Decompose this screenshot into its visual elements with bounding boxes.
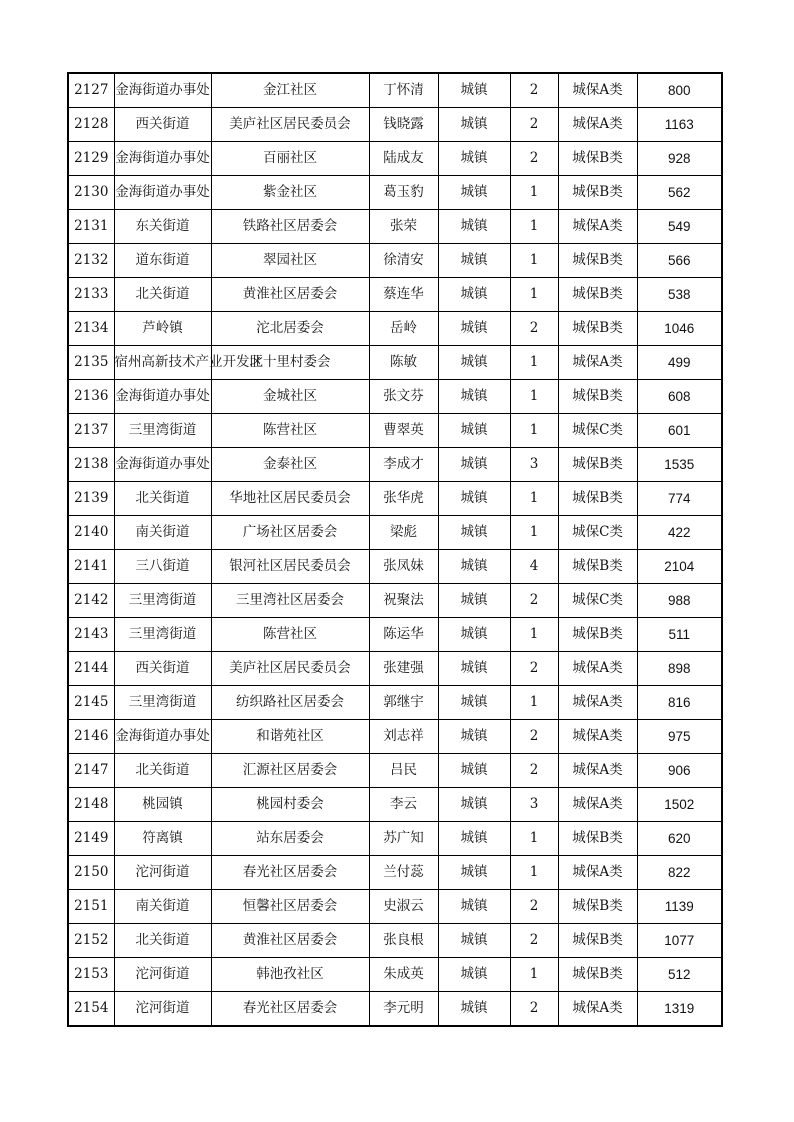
community-cell: 美庐社区居民委员会 [211,652,369,686]
person-name-cell: 郭继宇 [369,686,438,720]
amount-cell: 774 [637,482,722,516]
street-cell: 金海街道办事处 [114,73,211,108]
category-cell: 城保B类 [558,482,637,516]
person-name-cell: 兰付蕊 [369,856,438,890]
amount-cell: 988 [637,584,722,618]
category-cell: 城保B类 [558,278,637,312]
table-row [68,448,722,482]
street-cell: 金海街道办事处 [114,380,211,414]
person-name-cell: 吕民 [369,754,438,788]
amount-cell: 975 [637,720,722,754]
serial-number-cell: 2140 [68,516,114,550]
category-cell: 城保A类 [558,210,637,244]
category-cell: 城保B类 [558,312,637,346]
street-cell: 道东街道 [114,244,211,278]
table-row [68,516,722,550]
table-row [68,652,722,686]
amount-cell: 511 [637,618,722,652]
area-type-cell: 城镇 [438,176,510,210]
serial-number-cell: 2141 [68,550,114,584]
community-cell: 北十里村委会 [211,346,369,380]
street-cell: 西关街道 [114,108,211,142]
table-row [68,686,722,720]
person-name-cell: 岳岭 [369,312,438,346]
category-cell: 城保B类 [558,618,637,652]
household-count-cell: 2 [510,720,558,754]
person-name-cell: 刘志祥 [369,720,438,754]
category-cell: 城保A类 [558,652,637,686]
person-name-cell: 张凤妹 [369,550,438,584]
person-name-cell: 史淑云 [369,890,438,924]
amount-cell: 562 [637,176,722,210]
person-name-cell: 钱晓露 [369,108,438,142]
amount-cell: 1163 [637,108,722,142]
amount-cell: 1046 [637,312,722,346]
serial-number-cell: 2151 [68,890,114,924]
household-count-cell: 3 [510,448,558,482]
category-cell: 城保B类 [558,890,637,924]
amount-cell: 906 [637,754,722,788]
area-type-cell: 城镇 [438,992,510,1027]
community-cell: 恒馨社区居委会 [211,890,369,924]
category-cell: 城保B类 [558,924,637,958]
household-count-cell: 1 [510,618,558,652]
table-row [68,482,722,516]
serial-number-cell: 2148 [68,788,114,822]
street-cell: 符离镇 [114,822,211,856]
community-cell: 春光社区居委会 [211,856,369,890]
person-name-cell: 李云 [369,788,438,822]
area-type-cell: 城镇 [438,958,510,992]
person-name-cell: 陈敏 [369,346,438,380]
table-row [68,618,722,652]
household-count-cell: 1 [510,482,558,516]
street-cell: 北关街道 [114,924,211,958]
person-name-cell: 张文芬 [369,380,438,414]
community-cell: 黄淮社区居委会 [211,924,369,958]
household-count-cell: 1 [510,958,558,992]
household-count-cell: 1 [510,380,558,414]
table-row [68,380,722,414]
serial-number-cell: 2130 [68,176,114,210]
amount-cell: 816 [637,686,722,720]
table-row [68,550,722,584]
household-count-cell: 2 [510,73,558,108]
category-cell: 城保C类 [558,516,637,550]
serial-number-cell: 2128 [68,108,114,142]
amount-cell: 499 [637,346,722,380]
area-type-cell: 城镇 [438,788,510,822]
amount-cell: 1535 [637,448,722,482]
household-count-cell: 1 [510,244,558,278]
street-cell: 沱河街道 [114,992,211,1027]
area-type-cell: 城镇 [438,652,510,686]
serial-number-cell: 2144 [68,652,114,686]
serial-number-cell: 2136 [68,380,114,414]
roster-body [68,73,722,1026]
table-row [68,958,722,992]
street-cell: 西关街道 [114,652,211,686]
area-type-cell: 城镇 [438,142,510,176]
category-cell: 城保B类 [558,142,637,176]
household-count-cell: 2 [510,108,558,142]
area-type-cell: 城镇 [438,754,510,788]
category-cell: 城保A类 [558,108,637,142]
household-count-cell: 2 [510,754,558,788]
person-name-cell: 蔡连华 [369,278,438,312]
serial-number-cell: 2145 [68,686,114,720]
serial-number-cell: 2133 [68,278,114,312]
serial-number-cell: 2138 [68,448,114,482]
area-type-cell: 城镇 [438,278,510,312]
amount-cell: 538 [637,278,722,312]
street-cell: 东关街道 [114,210,211,244]
household-count-cell: 2 [510,992,558,1027]
table-row [68,176,722,210]
area-type-cell: 城镇 [438,448,510,482]
community-cell: 翠园社区 [211,244,369,278]
community-cell: 汇源社区居委会 [211,754,369,788]
community-cell: 铁路社区居委会 [211,210,369,244]
household-count-cell: 1 [510,176,558,210]
person-name-cell: 张荣 [369,210,438,244]
household-count-cell: 1 [510,516,558,550]
person-name-cell: 陈运华 [369,618,438,652]
category-cell: 城保B类 [558,550,637,584]
community-cell: 广场社区居委会 [211,516,369,550]
serial-number-cell: 2150 [68,856,114,890]
serial-number-cell: 2131 [68,210,114,244]
table-row [68,788,722,822]
serial-number-cell: 2143 [68,618,114,652]
street-cell: 北关街道 [114,754,211,788]
area-type-cell: 城镇 [438,244,510,278]
household-count-cell: 1 [510,278,558,312]
table-row [68,346,722,380]
household-count-cell: 2 [510,142,558,176]
street-cell: 南关街道 [114,516,211,550]
table-row [68,856,722,890]
amount-cell: 1502 [637,788,722,822]
area-type-cell: 城镇 [438,210,510,244]
household-count-cell: 2 [510,924,558,958]
category-cell: 城保C类 [558,584,637,618]
community-cell: 和谐苑社区 [211,720,369,754]
community-cell: 陈营社区 [211,414,369,448]
amount-cell: 620 [637,822,722,856]
area-type-cell: 城镇 [438,380,510,414]
community-cell: 春光社区居委会 [211,992,369,1027]
table-row [68,414,722,448]
community-cell: 华地社区居民委员会 [211,482,369,516]
category-cell: 城保B类 [558,822,637,856]
community-cell: 银河社区居民委员会 [211,550,369,584]
person-name-cell: 丁怀清 [369,73,438,108]
street-cell: 金海街道办事处 [114,176,211,210]
community-cell: 黄淮社区居委会 [211,278,369,312]
table-row [68,142,722,176]
street-cell: 金海街道办事处 [114,720,211,754]
community-cell: 陈营社区 [211,618,369,652]
street-cell: 三里湾街道 [114,686,211,720]
street-cell: 金海街道办事处 [114,448,211,482]
street-cell: 三里湾街道 [114,414,211,448]
community-cell: 百丽社区 [211,142,369,176]
person-name-cell: 张华虎 [369,482,438,516]
community-cell: 金泰社区 [211,448,369,482]
community-cell: 韩池孜社区 [211,958,369,992]
category-cell: 城保C类 [558,414,637,448]
category-cell: 城保A类 [558,346,637,380]
table-row [68,584,722,618]
serial-number-cell: 2137 [68,414,114,448]
table-row [68,720,722,754]
table-row [68,278,722,312]
area-type-cell: 城镇 [438,550,510,584]
table-row [68,312,722,346]
household-count-cell: 3 [510,788,558,822]
category-cell: 城保B类 [558,244,637,278]
table-row [68,890,722,924]
roster-table [67,72,723,1027]
amount-cell: 928 [637,142,722,176]
person-name-cell: 曹翠英 [369,414,438,448]
amount-cell: 512 [637,958,722,992]
category-cell: 城保A类 [558,788,637,822]
household-count-cell: 2 [510,652,558,686]
serial-number-cell: 2149 [68,822,114,856]
household-count-cell: 1 [510,210,558,244]
household-count-cell: 1 [510,414,558,448]
street-cell: 沱河街道 [114,958,211,992]
serial-number-cell: 2139 [68,482,114,516]
street-cell: 桃园镇 [114,788,211,822]
community-cell: 金江社区 [211,73,369,108]
serial-number-cell: 2132 [68,244,114,278]
table-row [68,992,722,1027]
street-cell: 沱河街道 [114,856,211,890]
person-name-cell: 朱成英 [369,958,438,992]
serial-number-cell: 2134 [68,312,114,346]
category-cell: 城保A类 [558,856,637,890]
category-cell: 城保A类 [558,686,637,720]
person-name-cell: 李元明 [369,992,438,1027]
table-row [68,244,722,278]
community-cell: 金城社区 [211,380,369,414]
category-cell: 城保B类 [558,448,637,482]
household-count-cell: 4 [510,550,558,584]
serial-number-cell: 2127 [68,73,114,108]
serial-number-cell: 2129 [68,142,114,176]
area-type-cell: 城镇 [438,890,510,924]
area-type-cell: 城镇 [438,346,510,380]
area-type-cell: 城镇 [438,720,510,754]
person-name-cell: 苏广知 [369,822,438,856]
amount-cell: 2104 [637,550,722,584]
person-name-cell: 徐清安 [369,244,438,278]
serial-number-cell: 2154 [68,992,114,1027]
category-cell: 城保A类 [558,73,637,108]
area-type-cell: 城镇 [438,73,510,108]
amount-cell: 422 [637,516,722,550]
amount-cell: 566 [637,244,722,278]
serial-number-cell: 2142 [68,584,114,618]
community-cell: 沱北居委会 [211,312,369,346]
person-name-cell: 张良根 [369,924,438,958]
community-cell: 美庐社区居民委员会 [211,108,369,142]
area-type-cell: 城镇 [438,584,510,618]
amount-cell: 1139 [637,890,722,924]
amount-cell: 898 [637,652,722,686]
street-cell: 南关街道 [114,890,211,924]
person-name-cell: 张建强 [369,652,438,686]
area-type-cell: 城镇 [438,108,510,142]
community-cell: 纺织路社区居委会 [211,686,369,720]
category-cell: 城保A类 [558,754,637,788]
community-cell: 站东居委会 [211,822,369,856]
area-type-cell: 城镇 [438,686,510,720]
serial-number-cell: 2153 [68,958,114,992]
category-cell: 城保A类 [558,720,637,754]
street-cell: 三八街道 [114,550,211,584]
table-row [68,73,722,108]
person-name-cell: 李成才 [369,448,438,482]
community-cell: 桃园村委会 [211,788,369,822]
person-name-cell: 梁彪 [369,516,438,550]
area-type-cell: 城镇 [438,856,510,890]
category-cell: 城保A类 [558,992,637,1027]
amount-cell: 1077 [637,924,722,958]
person-name-cell: 祝聚法 [369,584,438,618]
street-cell: 三里湾街道 [114,618,211,652]
amount-cell: 800 [637,73,722,108]
table-row [68,822,722,856]
household-count-cell: 1 [510,346,558,380]
amount-cell: 1319 [637,992,722,1027]
household-count-cell: 1 [510,856,558,890]
area-type-cell: 城镇 [438,482,510,516]
amount-cell: 822 [637,856,722,890]
category-cell: 城保B类 [558,380,637,414]
household-count-cell: 1 [510,822,558,856]
area-type-cell: 城镇 [438,924,510,958]
table-row [68,754,722,788]
household-count-cell: 2 [510,312,558,346]
table-row [68,210,722,244]
street-cell: 芦岭镇 [114,312,211,346]
amount-cell: 549 [637,210,722,244]
street-cell: 宿州高新技术产业开发区 [114,346,211,380]
amount-cell: 601 [637,414,722,448]
serial-number-cell: 2135 [68,346,114,380]
street-cell: 北关街道 [114,482,211,516]
street-cell: 北关街道 [114,278,211,312]
street-cell: 金海街道办事处 [114,142,211,176]
community-cell: 紫金社区 [211,176,369,210]
category-cell: 城保B类 [558,176,637,210]
area-type-cell: 城镇 [438,312,510,346]
table-row [68,108,722,142]
serial-number-cell: 2147 [68,754,114,788]
area-type-cell: 城镇 [438,822,510,856]
serial-number-cell: 2146 [68,720,114,754]
street-cell: 三里湾街道 [114,584,211,618]
serial-number-cell: 2152 [68,924,114,958]
area-type-cell: 城镇 [438,618,510,652]
household-count-cell: 2 [510,584,558,618]
community-cell: 三里湾社区居委会 [211,584,369,618]
area-type-cell: 城镇 [438,414,510,448]
household-count-cell: 1 [510,686,558,720]
household-count-cell: 2 [510,890,558,924]
category-cell: 城保B类 [558,958,637,992]
person-name-cell: 葛玉豹 [369,176,438,210]
area-type-cell: 城镇 [438,516,510,550]
table-row [68,924,722,958]
person-name-cell: 陆成友 [369,142,438,176]
amount-cell: 608 [637,380,722,414]
